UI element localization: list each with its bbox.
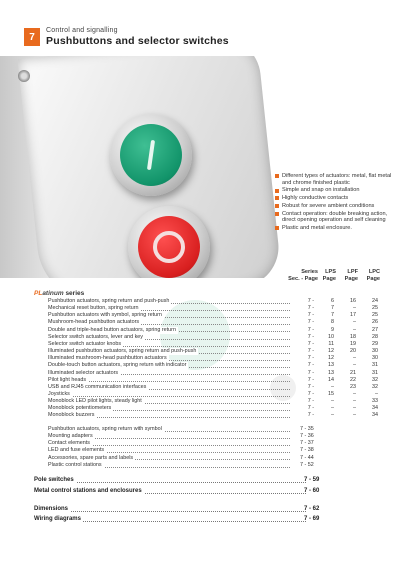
toc-lpc-page: 29 bbox=[372, 340, 378, 347]
toc-row[interactable] bbox=[48, 440, 382, 447]
toc-lpc-page: 25 bbox=[372, 305, 378, 312]
toc-entry-name: Monoblock potentiometers bbox=[48, 405, 112, 412]
toc-lps-page: – bbox=[331, 383, 334, 390]
bullet-icon bbox=[275, 212, 279, 216]
toc-lpf-page: – bbox=[353, 405, 356, 412]
toc-main-entry-name: Metal control stations and enclosures bbox=[34, 488, 142, 494]
toc-main-entry-name: Dimensions bbox=[34, 506, 69, 512]
platinum-series-heading: PLatinum series bbox=[34, 290, 85, 297]
bullet-icon bbox=[275, 226, 279, 230]
toc-series-page: 7 - bbox=[307, 319, 314, 326]
toc-row[interactable] bbox=[48, 447, 382, 454]
feature-list bbox=[275, 173, 397, 233]
toc-lpc-page: 24 bbox=[372, 298, 378, 304]
toc-entry-name: Monoblock LED pilot lights, steady light bbox=[48, 398, 142, 405]
toc-main-page: 7 - 62 bbox=[304, 506, 320, 512]
toc-main-page: 7 - 69 bbox=[304, 516, 320, 522]
toc-series-page: 7 - bbox=[307, 390, 314, 397]
bullet-icon bbox=[275, 174, 279, 178]
col-head-lpf: LPF Page bbox=[344, 269, 358, 282]
toc-row[interactable] bbox=[48, 370, 382, 377]
toc-entry-name: Selector switch actuators, lever and key bbox=[48, 333, 143, 340]
toc-series-page: 7 - bbox=[307, 398, 314, 405]
toc-series-page: 7 - bbox=[307, 305, 314, 312]
toc-lpc-page: 30 bbox=[372, 355, 378, 362]
toc-lpc-page: 26 bbox=[372, 319, 378, 326]
stop-symbol-icon bbox=[153, 231, 185, 263]
toc-lps-page: 13 bbox=[328, 362, 334, 369]
toc-entry-name: Plastic control stations bbox=[48, 461, 102, 468]
toc-lpf-page: – bbox=[353, 326, 356, 333]
toc-lpc-page: 33 bbox=[372, 398, 378, 405]
feature-item: Highly conductive contacts bbox=[275, 195, 397, 202]
toc-entry-name: Double-touch button actuators, spring return with indicator bbox=[48, 362, 187, 369]
toc-row[interactable] bbox=[48, 334, 382, 341]
dot-leader bbox=[48, 396, 290, 397]
toc-main-row[interactable] bbox=[34, 476, 382, 484]
toc-page: 7 - 37 bbox=[300, 440, 314, 447]
red-cap bbox=[138, 216, 200, 278]
toc-main-entry-name: Wiring diagrams bbox=[34, 516, 81, 522]
toc-main-entry-name: Pole switches bbox=[34, 477, 74, 483]
product-photo bbox=[0, 56, 290, 278]
toc-row[interactable] bbox=[48, 398, 382, 405]
toc-main-row[interactable] bbox=[34, 487, 382, 495]
toc-lpc-page: 34 bbox=[372, 412, 378, 419]
feature-item: Different types of actuators: metal, flat metal and chrome finished plastic bbox=[275, 173, 397, 186]
col-head-series: Series Sec. - Page bbox=[288, 269, 318, 282]
toc-entry-name: Accessories, spare parts and labels bbox=[48, 454, 134, 461]
screw-icon bbox=[18, 70, 30, 82]
toc-lps-page: 7 bbox=[331, 305, 334, 312]
toc-series-page: 7 - bbox=[307, 312, 314, 319]
toc-lps-page: – bbox=[331, 398, 334, 405]
toc-lps-page: 7 bbox=[331, 312, 334, 319]
toc-series-page: 7 - bbox=[307, 326, 314, 333]
toc-row[interactable] bbox=[48, 433, 382, 440]
toc-row[interactable] bbox=[48, 355, 382, 362]
toc-lps-page: 11 bbox=[328, 340, 334, 347]
toc-page: 7 - 35 bbox=[300, 426, 314, 432]
toc-row[interactable] bbox=[48, 348, 382, 355]
toc-lpf-page: – bbox=[353, 398, 356, 405]
toc-row[interactable] bbox=[48, 305, 382, 312]
bullet-icon bbox=[275, 196, 279, 200]
toc-row[interactable] bbox=[48, 362, 382, 369]
toc-lpf-page: – bbox=[353, 412, 356, 419]
toc-entry-name: Pilot light heads bbox=[48, 376, 87, 383]
toc-lpc-page: 28 bbox=[372, 333, 378, 340]
toc-series-page: 7 - bbox=[307, 348, 314, 355]
feature-item: Contact operation: double breaking action, direct opening operation and self cleaning bbox=[275, 211, 397, 224]
toc-series-page: 7 - bbox=[307, 412, 314, 419]
page-title: Pushbuttons and selector switches bbox=[46, 35, 229, 47]
toc-series-page: 7 - bbox=[307, 376, 314, 383]
toc-lpc-page: 31 bbox=[372, 362, 378, 369]
toc-lpc-page: – bbox=[375, 390, 378, 397]
toc-entry-name: Illuminated selector actuators bbox=[48, 369, 119, 376]
toc-lpf-page: – bbox=[353, 319, 356, 326]
toc-lps-page: 12 bbox=[328, 348, 334, 355]
toc-page: 7 - 52 bbox=[300, 461, 314, 468]
toc-series-page: 7 - bbox=[307, 298, 314, 304]
toc-row[interactable] bbox=[48, 455, 382, 462]
toc-series-page: 7 - bbox=[307, 340, 314, 347]
toc-main-row[interactable] bbox=[34, 505, 382, 513]
toc-entry-name: Joysticks bbox=[48, 390, 70, 397]
toc-entry-name: Mushroom-head pushbutton actuators bbox=[48, 319, 140, 326]
toc-lpc-page: 32 bbox=[372, 376, 378, 383]
toc-lpf-page: 17 bbox=[350, 312, 356, 319]
toc-lps-page: 9 bbox=[331, 326, 334, 333]
chapter-number: 7 bbox=[24, 28, 40, 46]
start-symbol-icon bbox=[147, 140, 155, 170]
toc-entry-name: LED and fuse elements bbox=[48, 447, 105, 454]
toc-entry-name: Illuminated pushbutton actuators, spring return and push-push bbox=[48, 348, 197, 355]
toc-series-page: 7 - bbox=[307, 369, 314, 376]
toc-entry-name: Contact elements bbox=[48, 440, 90, 447]
toc-main-page: 7 - 60 bbox=[304, 488, 320, 494]
toc-lpf-page: – bbox=[353, 355, 356, 362]
toc-lpc-page: 32 bbox=[372, 383, 378, 390]
bullet-icon bbox=[275, 189, 279, 193]
toc-lpc-page: 31 bbox=[372, 369, 378, 376]
toc-row[interactable] bbox=[48, 412, 382, 419]
toc-series-page: 7 - bbox=[307, 405, 314, 412]
page-header bbox=[0, 0, 400, 48]
toc-lpc-page: 34 bbox=[372, 405, 378, 412]
toc-lpf-page: 18 bbox=[350, 333, 356, 340]
toc-lpf-page: – bbox=[353, 362, 356, 369]
toc-entry-name: Pushbutton actuators with symbol, spring return bbox=[48, 312, 162, 319]
green-start-button-image bbox=[110, 114, 192, 196]
toc-lpc-page: 27 bbox=[372, 326, 378, 333]
toc-main-row[interactable] bbox=[34, 515, 382, 523]
toc-lps-page: 14 bbox=[328, 376, 334, 383]
section-subtitle: Control and signalling bbox=[46, 27, 118, 34]
toc-lpf-page: – bbox=[353, 305, 356, 312]
toc-row[interactable] bbox=[48, 341, 382, 348]
col-head-lps: LPS Page bbox=[322, 269, 336, 282]
toc-lps-page: 8 bbox=[331, 319, 334, 326]
toc-entry-name: Mounting adapters bbox=[48, 433, 93, 440]
toc-row[interactable] bbox=[48, 312, 382, 319]
toc-entry-name: Double and triple-head button actuators, spring return bbox=[48, 326, 176, 333]
toc-lps-page: 6 bbox=[331, 298, 334, 304]
toc-lps-page: – bbox=[331, 412, 334, 419]
toc-row[interactable] bbox=[48, 377, 382, 384]
toc-page: 7 - 36 bbox=[300, 433, 314, 440]
toc-lpf-page: 22 bbox=[350, 376, 356, 383]
feature-item: Simple and snap on installation bbox=[275, 187, 397, 194]
toc-series-page: 7 - bbox=[307, 333, 314, 340]
feature-item: Plastic and metal enclosure. bbox=[275, 225, 397, 232]
toc-page: 7 - 38 bbox=[300, 447, 314, 454]
toc-row[interactable] bbox=[48, 327, 382, 334]
bullet-icon bbox=[275, 204, 279, 208]
toc-lps-page: 13 bbox=[328, 369, 334, 376]
toc-lpf-page: 20 bbox=[350, 348, 356, 355]
col-head-lpc: LPC Page bbox=[366, 269, 380, 282]
toc-series-page: 7 - bbox=[307, 355, 314, 362]
dot-leader bbox=[34, 511, 306, 512]
toc-lpc-page: 25 bbox=[372, 312, 378, 319]
feature-item: Robust for severe ambient conditions bbox=[275, 203, 397, 210]
toc-lpf-page: – bbox=[353, 390, 356, 397]
toc-row[interactable] bbox=[48, 384, 382, 391]
green-cap bbox=[120, 124, 182, 186]
toc-row[interactable] bbox=[48, 405, 382, 412]
toc-lps-page: 12 bbox=[328, 355, 334, 362]
toc-lpc-page: 30 bbox=[372, 348, 378, 355]
toc-row[interactable] bbox=[48, 298, 382, 305]
toc-row[interactable] bbox=[48, 462, 382, 469]
toc-page: 7 - 44 bbox=[300, 454, 314, 461]
toc-main-page: 7 - 59 bbox=[304, 477, 320, 483]
toc-entry-name: Pushbutton actuators, spring return with symbol bbox=[48, 426, 162, 432]
toc-lpf-page: 16 bbox=[350, 298, 356, 304]
toc-entry-name: Monoblock buzzers bbox=[48, 412, 95, 419]
toc-lps-page: 15 bbox=[328, 390, 334, 397]
toc-entry-name: Pushbutton actuators, spring return and push-push bbox=[48, 298, 170, 304]
toc-lps-page: 10 bbox=[328, 333, 334, 340]
toc-lpf-page: 21 bbox=[350, 369, 356, 376]
toc-row[interactable] bbox=[48, 391, 382, 398]
toc-series-page: 7 - bbox=[307, 383, 314, 390]
toc-entry-name: USB and RJ45 communication interfaces bbox=[48, 383, 147, 390]
toc-entry-name: Selector switch actuator knobs bbox=[48, 340, 122, 347]
toc-entry-name: Mechanical reset button, spring return bbox=[48, 305, 139, 312]
toc-lpf-page: 19 bbox=[350, 340, 356, 347]
toc-series-page: 7 - bbox=[307, 362, 314, 369]
toc-entry-name: Illuminated mushroom-head pushbutton actuators bbox=[48, 355, 167, 362]
red-stop-button-image bbox=[128, 206, 210, 278]
toc-row[interactable] bbox=[48, 319, 382, 326]
toc-row[interactable] bbox=[48, 426, 382, 433]
toc-lps-page: – bbox=[331, 405, 334, 412]
toc-lpf-page: 23 bbox=[350, 383, 356, 390]
